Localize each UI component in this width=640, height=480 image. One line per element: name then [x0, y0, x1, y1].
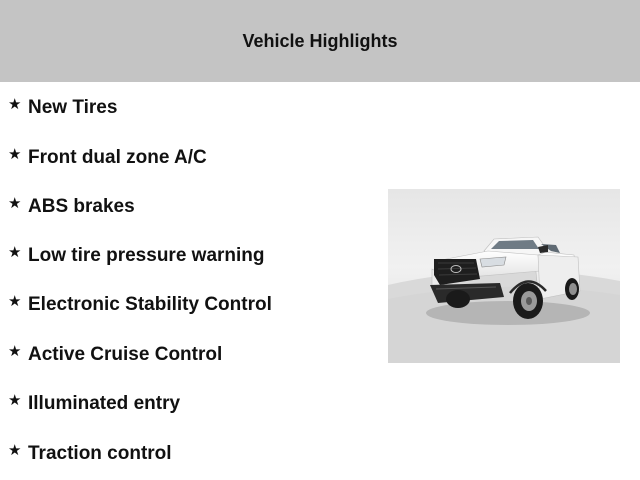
page-title: Vehicle Highlights — [242, 30, 398, 51]
star-icon: ★ — [8, 292, 22, 310]
star-icon: ★ — [8, 441, 22, 459]
highlight-label: Active Cruise Control — [28, 344, 223, 365]
star-icon: ★ — [8, 145, 22, 163]
highlight-label: Low tire pressure warning — [28, 245, 265, 266]
header-bar — [0, 0, 640, 82]
star-icon: ★ — [8, 194, 22, 212]
highlight-label: ABS brakes — [28, 196, 135, 217]
highlight-label: New Tires — [28, 97, 118, 118]
pickup-truck-image — [388, 189, 620, 363]
highlight-label: Front dual zone A/C — [28, 147, 207, 168]
vehicle-photo — [388, 189, 620, 363]
highlight-label: Traction control — [28, 443, 172, 464]
star-icon: ★ — [8, 95, 22, 113]
star-icon: ★ — [8, 342, 22, 360]
star-icon: ★ — [8, 391, 22, 409]
highlight-label: Illuminated entry — [28, 393, 181, 414]
highlight-label: Electronic Stability Control — [28, 294, 272, 315]
star-icon: ★ — [8, 243, 22, 261]
